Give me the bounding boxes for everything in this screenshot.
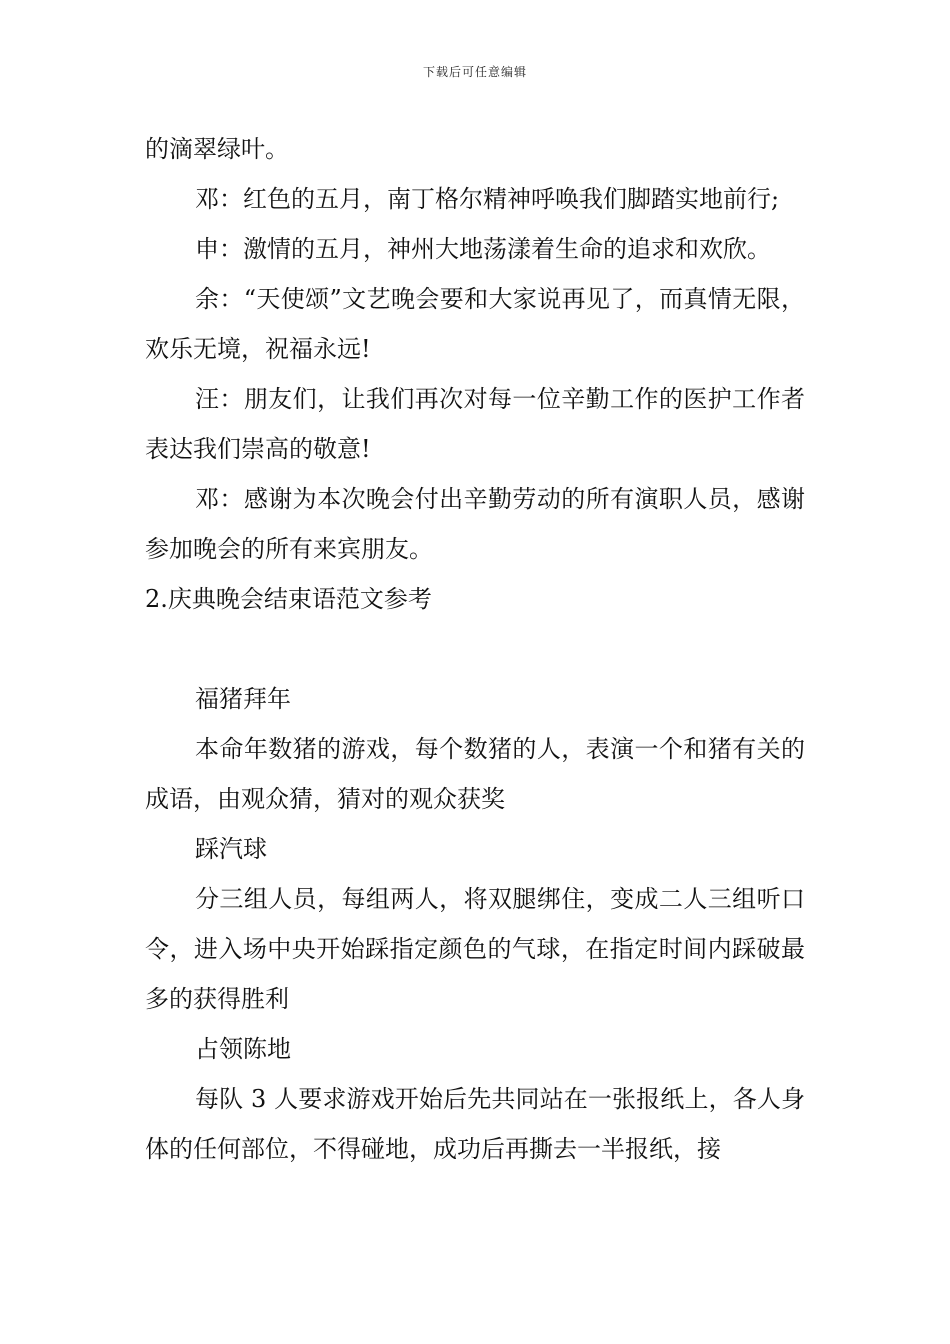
game-description: 本命年数猪的游戏，每个数猪的人，表演一个和猪有关的成语，由观众猜，猜对的观众获奖 [145, 735, 805, 813]
page-header: 下载后可任意编辑 [422, 65, 527, 79]
game-title: 踩汽球 [195, 835, 267, 863]
paragraph: 邓：感谢为本次晚会付出辛勤劳动的所有演职人员，感谢参加晚会的所有来宾朋友。 [145, 485, 805, 563]
game-title: 福猪拜年 [195, 685, 291, 713]
game-description: 分三组人员，每组两人，将双腿绑住，变成二人三组听口令，进入场中央开始踩指定颜色的气球，在指定时间内踩破最多的获得胜利 [145, 885, 805, 1013]
paragraph: 余：“天使颂”文艺晚会要和大家说再见了，而真情无限，欢乐无境，祝福永远! [145, 285, 805, 363]
document-body [145, 124, 805, 1174]
game-title: 占领陈地 [195, 1035, 291, 1063]
paragraph: 邓：红色的五月，南丁格尔精神呼唤我们脚踏实地前行; [195, 185, 780, 213]
paragraph: 申：激情的五月，神州大地荡漾着生命的追求和欢欣。 [195, 235, 771, 263]
blank-line [145, 624, 805, 674]
paragraph: 汪：朋友们，让我们再次对每一位辛勤工作的医护工作者表达我们崇高的敬意! [145, 385, 805, 463]
section-heading: 2.庆典晚会结束语范文参考 [145, 585, 432, 613]
game-description: 每队 3 人要求游戏开始后先共同站在一张报纸上，各人身体的任何部位，不得碰地，成功后再撕去一半报纸，接 [145, 1085, 805, 1163]
paragraph: 的滴翠绿叶。 [145, 135, 289, 163]
